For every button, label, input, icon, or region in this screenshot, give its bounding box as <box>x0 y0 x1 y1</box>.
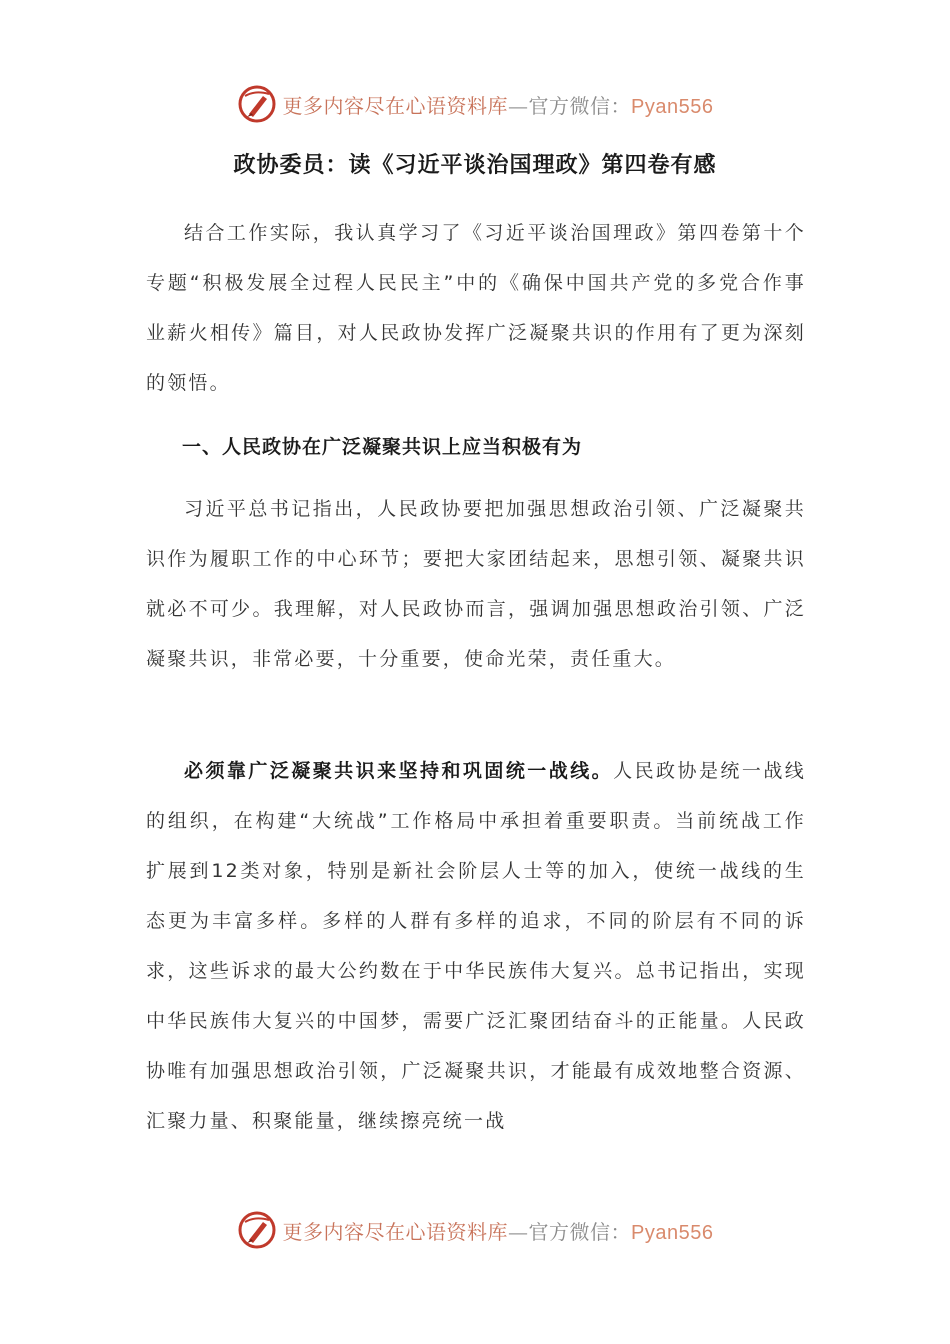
banner-main-text: 更多内容尽在心语资料库 <box>282 93 509 118</box>
paragraph-3-body: 人民政协是统一战线的组织，在构建“大统战”工作格局中承担着重要职责。当前统战工作扩展到12类对象，特别是新社会阶层人士等的加入，使统一战线的生态更为丰富多样。多样的人群有多样的追求，不同的阶层有不同的诉求，这些诉求的最大公约数在于中华民族伟大复兴。总书记指出，实现中华民族伟大复兴的中国梦，需要广泛汇聚团结奋斗的正能量。人民政协唯有加强思想政治引领，广泛凝聚共识，才能最有成效地整合资源、汇聚力量、积聚能量，继续擦亮统一战 <box>146 760 806 1132</box>
pen-nib-logo-icon <box>237 1210 277 1250</box>
paragraph-intro: 结合工作实际，我认真学习了《习近平谈治国理政》第四卷第十个专题“积极发展全过程人民民主”中的《确保中国共产党的多党合作事业薪火相传》篇目，对人民政协发挥广泛凝聚共识的作用有了更为深刻的领悟。 <box>146 222 806 394</box>
banner-official-label: 官方微信： <box>528 1219 632 1244</box>
section-heading-1: 一、人民政协在广泛凝聚共识上应当积极有为 <box>182 436 583 458</box>
footer-banner <box>0 1206 950 1254</box>
banner-main-text: 更多内容尽在心语资料库 <box>282 1219 509 1244</box>
pen-nib-logo-icon <box>237 84 277 124</box>
banner-text <box>283 1216 714 1245</box>
paragraph-3 <box>146 746 806 1146</box>
banner-dash: — <box>508 93 529 118</box>
document-title: 政协委员：读《习近平谈治国理政》第四卷有感 <box>233 153 717 178</box>
header-banner <box>0 80 950 128</box>
banner-text <box>283 90 714 119</box>
banner-wechat-id: Pyan556 <box>631 95 714 118</box>
banner-official-label: 官方微信： <box>528 93 632 118</box>
banner-wechat-id: Pyan556 <box>631 1221 714 1244</box>
banner-dash: — <box>508 1219 529 1244</box>
paragraph-2: 习近平总书记指出，人民政协要把加强思想政治引领、广泛凝聚共识作为履职工作的中心环节；要把大家团结起来，思想引领、凝聚共识就必不可少。我理解，对人民政协而言，强调加强思想政治引领、广泛凝聚共识，非常必要，十分重要，使命光荣，责任重大。 <box>146 498 806 670</box>
paragraph-3-lead: 必须靠广泛凝聚共识来坚持和巩固统一战线。 <box>184 760 614 782</box>
